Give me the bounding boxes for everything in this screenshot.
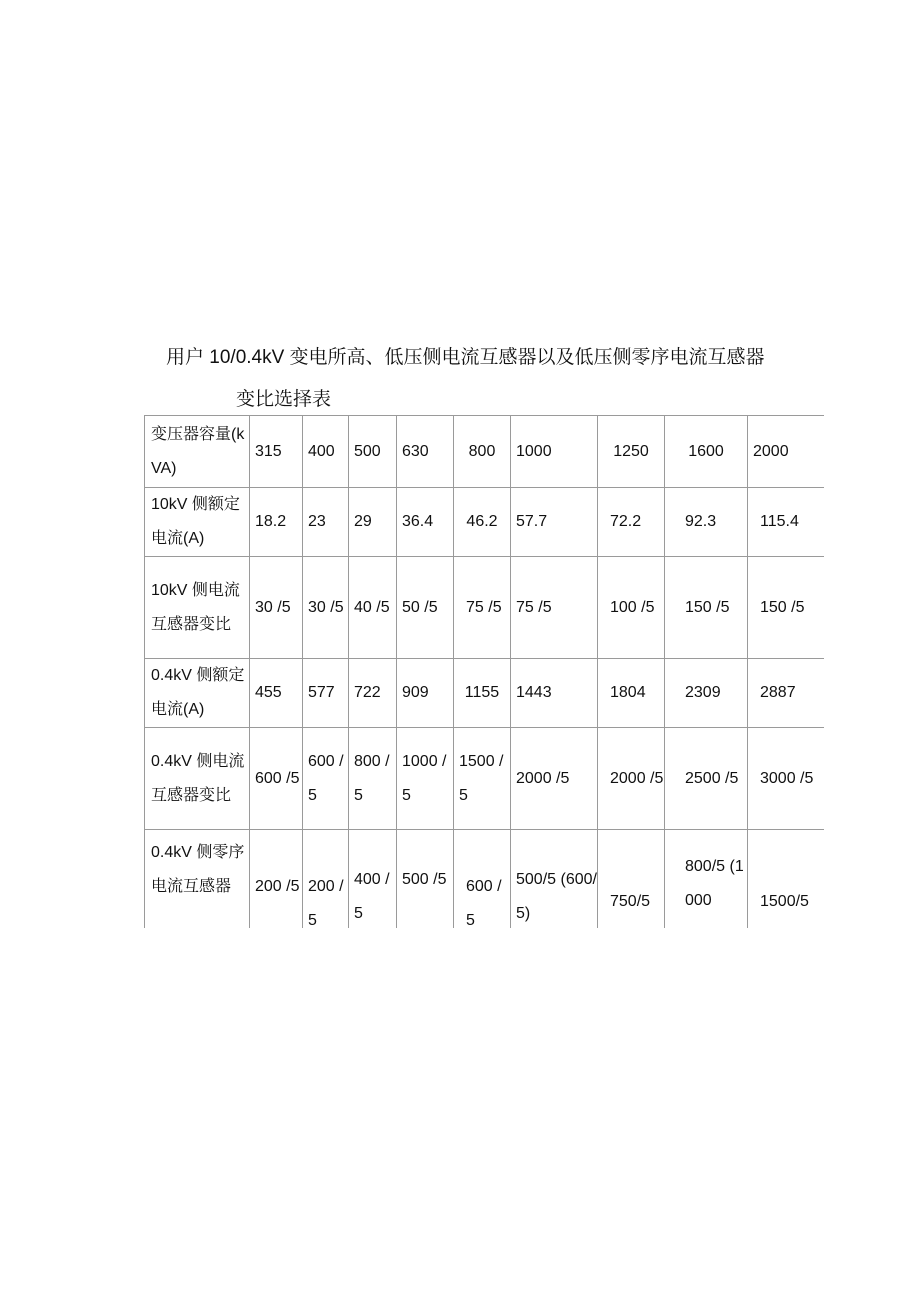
table-cell: 1443 xyxy=(511,659,598,728)
table-cell: 72.2 xyxy=(598,488,665,557)
table-row xyxy=(145,416,825,488)
table-cell: 315 xyxy=(250,416,303,488)
table-cell xyxy=(349,830,397,929)
table-cell xyxy=(454,830,511,929)
table-cell: 18.2 xyxy=(250,488,303,557)
row-header-capacity: 变压器容量(kVA) xyxy=(145,416,250,488)
table-cell: 46.2 xyxy=(454,488,511,557)
table-cell: 1155 xyxy=(454,659,511,728)
table-cell xyxy=(397,830,454,929)
table-cell-value: 500 /5 xyxy=(402,871,447,888)
table-cell: 57.7 xyxy=(511,488,598,557)
table-cell: 1500 /5 xyxy=(454,728,511,830)
table-cell: 150 /5 xyxy=(748,557,825,659)
table-cell: 455 xyxy=(250,659,303,728)
table-cell xyxy=(665,830,748,929)
table-cell: 722 xyxy=(349,659,397,728)
table-cell: 630 xyxy=(397,416,454,488)
table-cell: 36.4 xyxy=(397,488,454,557)
table-row xyxy=(145,659,825,728)
table-cell xyxy=(303,830,349,929)
table-cell-value: 400 /5 xyxy=(354,871,390,922)
row-header-10kv-current: 10kV 侧额定电流(A) xyxy=(145,488,250,557)
table-cell: 150 /5 xyxy=(665,557,748,659)
table-row xyxy=(145,488,825,557)
table-cell: 600 /5 xyxy=(303,728,349,830)
table-cell: 1804 xyxy=(598,659,665,728)
table-cell xyxy=(250,830,303,929)
table-cell: 1000 /5 xyxy=(397,728,454,830)
table-cell-value: 600 /5 xyxy=(466,878,502,928)
table-cell: 800 /5 xyxy=(349,728,397,830)
table-cell: 40 /5 xyxy=(349,557,397,659)
table-cell: 577 xyxy=(303,659,349,728)
row-header-04kv-zero-seq-ct: 0.4kV 侧零序电流互感器 xyxy=(145,830,250,929)
table-cell: 2000 xyxy=(748,416,825,488)
row-header-04kv-ct-ratio: 0.4kV 侧电流互感器变比 xyxy=(145,728,250,830)
table-cell: 2309 xyxy=(665,659,748,728)
table-cell: 2500 /5 xyxy=(665,728,748,830)
table-cell: 909 xyxy=(397,659,454,728)
table-cell-value: 200 /5 xyxy=(255,878,300,895)
table-cell: 30 /5 xyxy=(250,557,303,659)
table-cell: 75 /5 xyxy=(511,557,598,659)
table-cell-value: 750/5 xyxy=(610,893,651,910)
table-row xyxy=(145,557,825,659)
table-cell: 92.3 xyxy=(665,488,748,557)
table-cell: 2000 /5 xyxy=(511,728,598,830)
ct-ratio-table xyxy=(144,415,824,928)
row-header-10kv-ct-ratio: 10kV 侧电流互感器变比 xyxy=(145,557,250,659)
ct-ratio-table-container xyxy=(144,415,824,928)
row-header-04kv-current: 0.4kV 侧额定电流(A) xyxy=(145,659,250,728)
table-row xyxy=(145,830,825,929)
table-cell: 1250 xyxy=(598,416,665,488)
table-cell-value: 1500/5 xyxy=(760,893,809,910)
table-title: 用户 10/0.4kV 变电所高、低压侧电流互感器以及低压侧零序电流互感器 xyxy=(166,347,765,368)
table-cell xyxy=(748,830,825,929)
table-cell: 3000 /5 xyxy=(748,728,825,830)
table-cell: 30 /5 xyxy=(303,557,349,659)
table-cell: 2887 xyxy=(748,659,825,728)
table-cell: 500 xyxy=(349,416,397,488)
table-cell-value: 800/5 (1000 xyxy=(685,858,744,909)
table-cell: 75 /5 xyxy=(454,557,511,659)
table-cell: 800 xyxy=(454,416,511,488)
table-cell: 50 /5 xyxy=(397,557,454,659)
table-cell: 2000 /5 xyxy=(598,728,665,830)
table-cell: 23 xyxy=(303,488,349,557)
table-cell: 600 /5 xyxy=(250,728,303,830)
table-cell: 29 xyxy=(349,488,397,557)
table-cell-value: 500/5 (600/5) xyxy=(516,871,597,922)
table-title-continued: 变比选择表 xyxy=(236,389,332,410)
table-cell: 100 /5 xyxy=(598,557,665,659)
table-cell: 1000 xyxy=(511,416,598,488)
table-row xyxy=(145,728,825,830)
table-cell-value: 200 /5 xyxy=(308,878,344,928)
table-cell: 400 xyxy=(303,416,349,488)
table-cell xyxy=(511,830,598,929)
table-cell: 115.4 xyxy=(748,488,825,557)
table-cell xyxy=(598,830,665,929)
table-cell: 1600 xyxy=(665,416,748,488)
